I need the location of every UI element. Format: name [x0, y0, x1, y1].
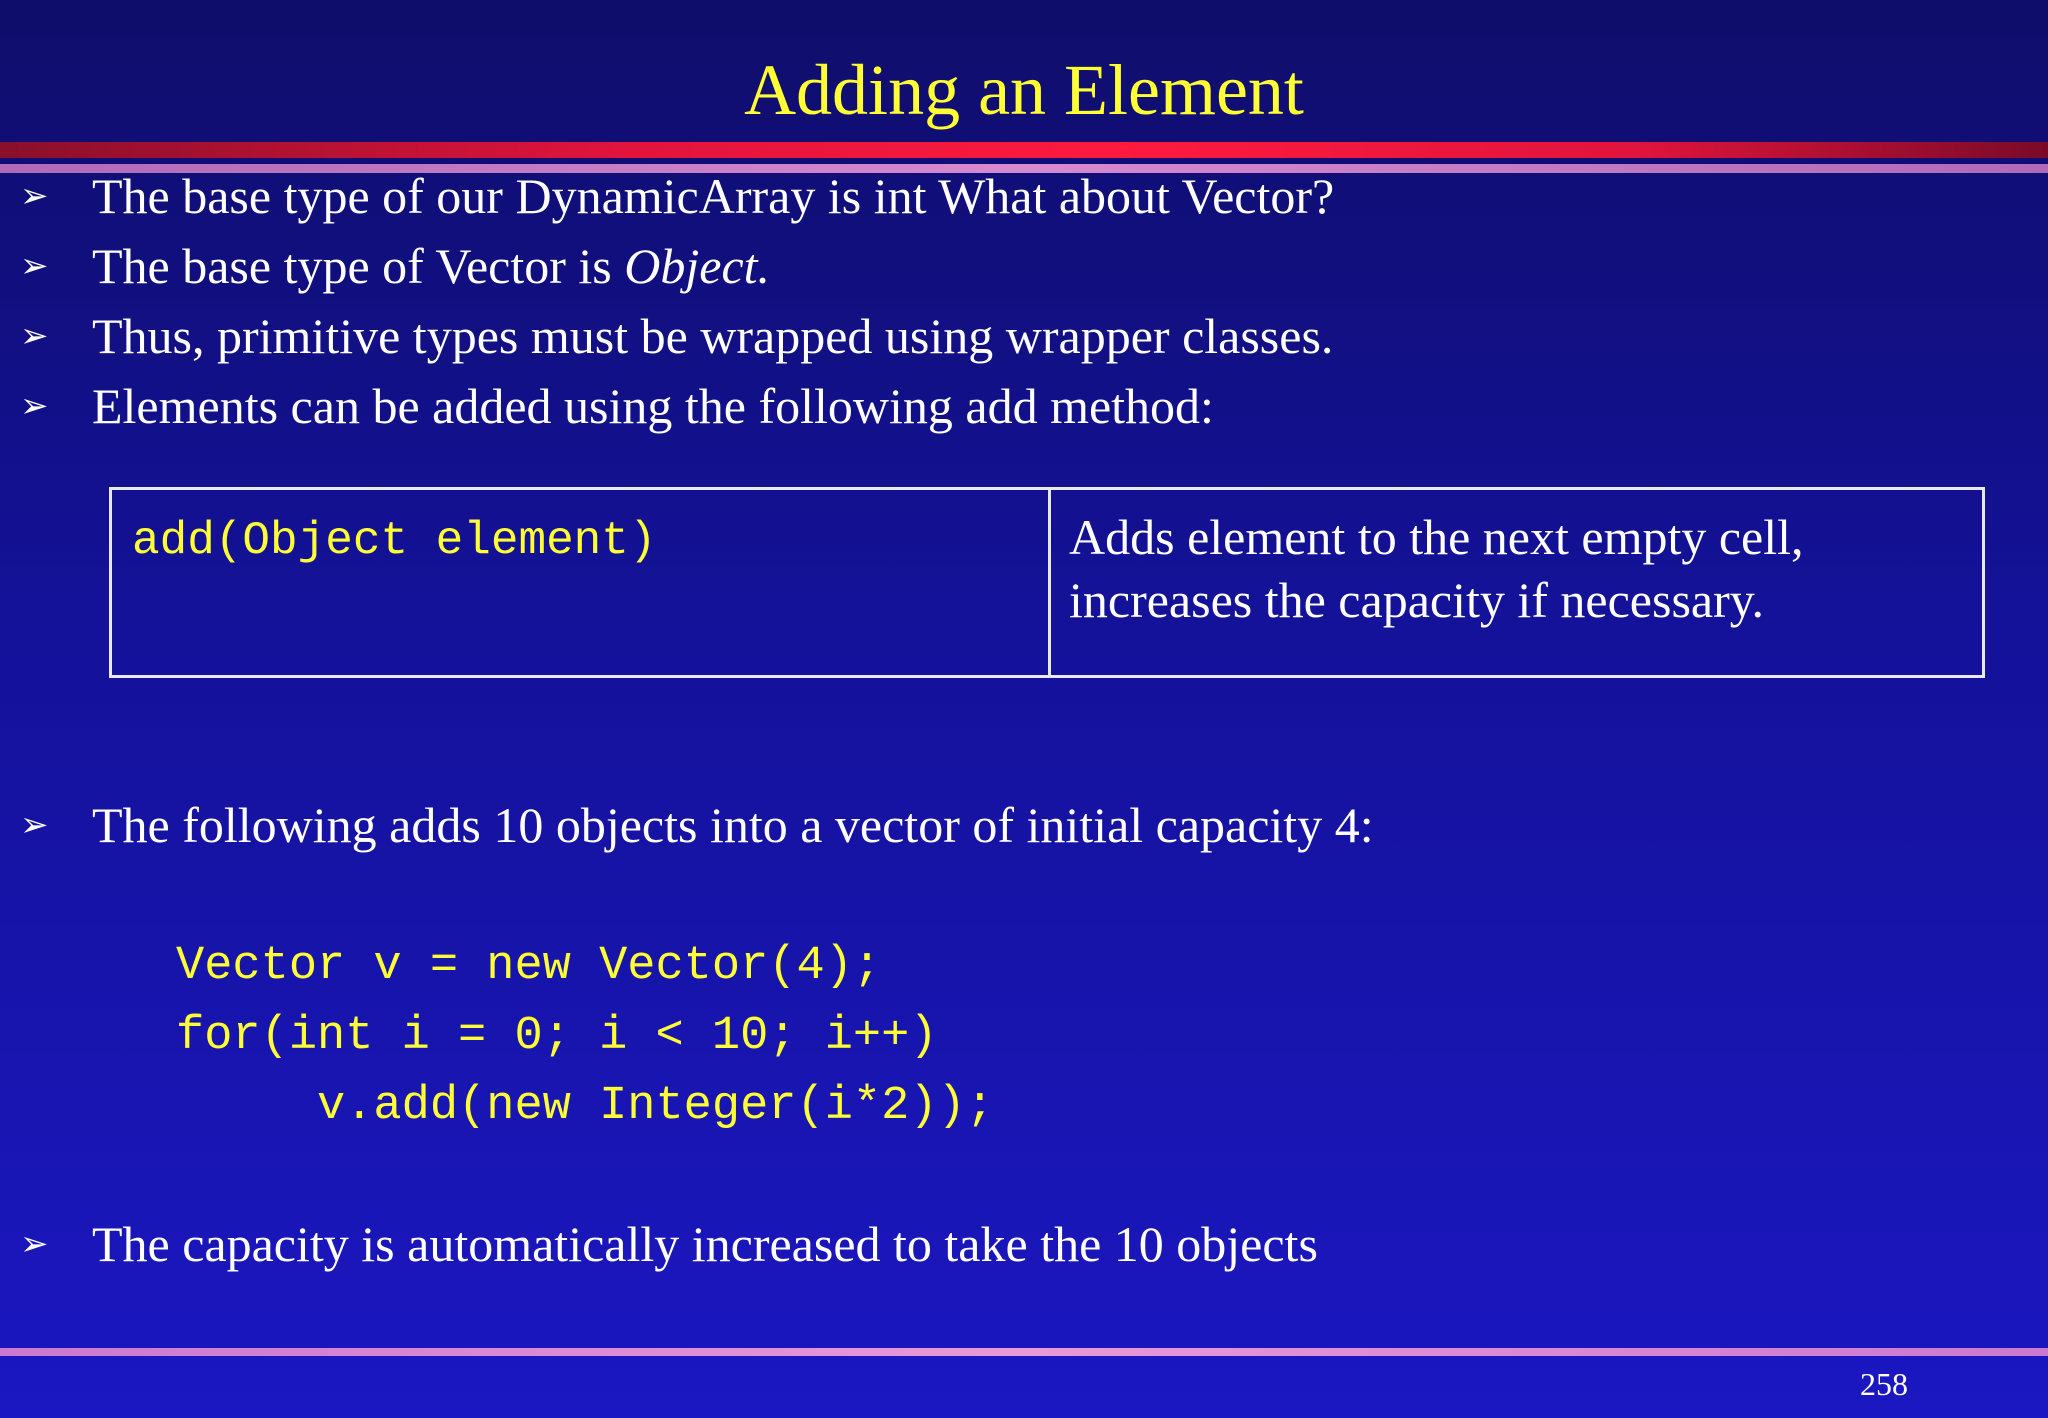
bullet-text: Thus, primitive types must be wrapped using wrapper classes. [92, 308, 1334, 364]
code-line: v.add(new Integer(i*2)); [176, 1080, 994, 1133]
code-line: Vector v = new Vector(4); [176, 940, 882, 993]
bullet-arrow-icon: ➢ [20, 176, 49, 216]
code-line: for(int i = 0; i < 10; i++) [176, 1010, 938, 1063]
bullet-arrow-icon: ➢ [20, 246, 49, 286]
bullet-text: The base type of our DynamicArray is int What about Vector? [92, 168, 1335, 224]
method-description-line: Adds element to the next empty cell, [1069, 509, 1804, 565]
bullet-text-plain: The base type of Vector is [92, 238, 625, 294]
footer-rule [0, 1348, 2048, 1356]
title-rule-red [0, 142, 2048, 158]
method-table [109, 487, 1985, 678]
table-divider [1048, 490, 1051, 675]
bullet-text: The following adds 10 objects into a vector of initial capacity 4: [92, 797, 1374, 853]
bullet-arrow-icon: ➢ [20, 1224, 49, 1264]
method-signature: add(Object element) [132, 515, 657, 567]
bullet-text: Elements can be added using the following add method: [92, 378, 1214, 434]
bullet-arrow-icon: ➢ [20, 805, 49, 845]
bullet-text-italic: Object. [624, 238, 771, 294]
bullet-arrow-icon: ➢ [20, 386, 49, 426]
method-description-line: increases the capacity if necessary. [1069, 572, 1764, 628]
page-number: 258 [1860, 1366, 1908, 1402]
bullet-text: The capacity is automatically increased to take the 10 objects [92, 1216, 1318, 1272]
slide-title: Adding an Element [744, 50, 1304, 130]
bullet-arrow-icon: ➢ [20, 316, 49, 356]
bullet-text [92, 236, 770, 296]
method-description [1069, 506, 1969, 632]
